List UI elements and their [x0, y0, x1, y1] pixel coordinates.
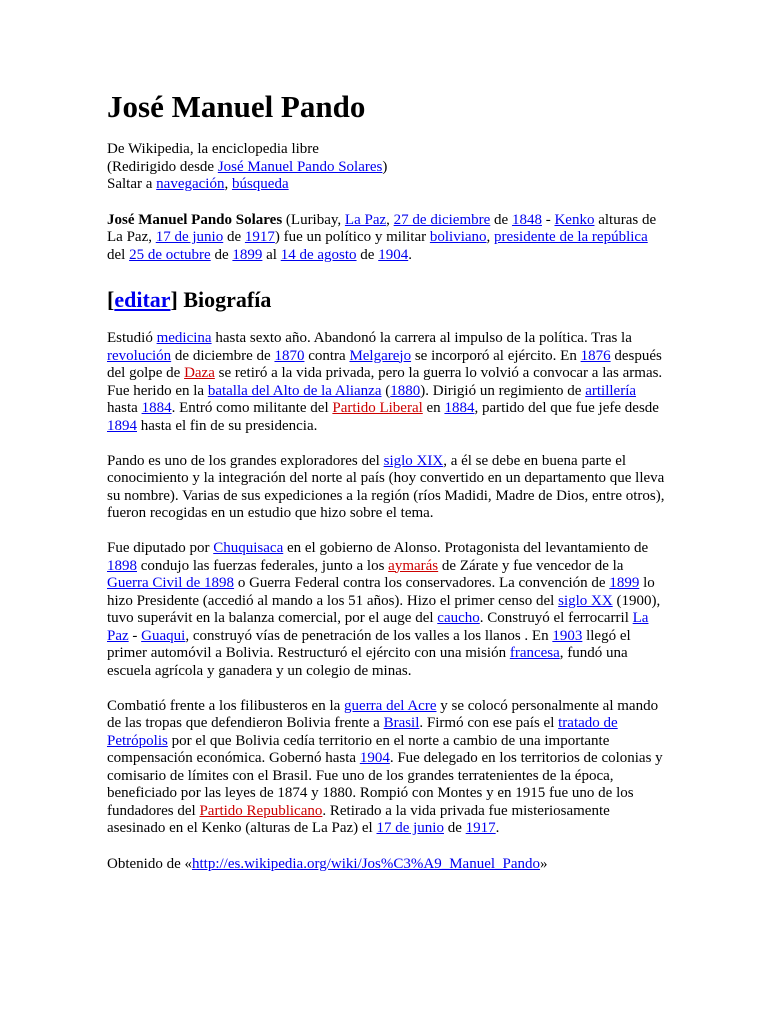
text: hasta el fin de su presidencia.: [137, 417, 318, 434]
link-melgarejo[interactable]: Melgarejo: [349, 347, 412, 364]
text: después del golpe de: [107, 347, 662, 381]
source-footer: [107, 856, 667, 874]
link-14-ago[interactable]: 14 de agosto: [280, 246, 357, 263]
text: , a él se debe en buena parte el conocimiento y la integración del norte al país (hoy convertido en un departamento que lleva su nombre). Varias de sus expediciones a la región (ríos Madidi, Madre de Dios, entre otros), fueron recogidas en un estudio que hizo sobre el tema.: [107, 452, 665, 521]
text: al: [262, 246, 281, 263]
jump-prefix: Saltar a: [107, 176, 157, 192]
link-batalla-alto-alianza[interactable]: batalla del Alto de la Alianza: [207, 382, 382, 399]
link-1904[interactable]: 1904: [378, 246, 409, 263]
text: (: [381, 382, 391, 399]
text: -: [128, 627, 142, 644]
link-1884[interactable]: 1884: [141, 400, 172, 416]
link-1894[interactable]: 1894: [107, 417, 137, 434]
text: o Guerra Federal contra los conservadores. La convención de: [234, 575, 610, 591]
text: Fue diputado por: [107, 540, 214, 556]
text: ) fue un político y militar: [274, 229, 430, 245]
link-brasil[interactable]: Brasil: [383, 715, 420, 731]
text: ). Dirigió un regimiento de: [420, 382, 586, 399]
paragraph-2: [107, 453, 667, 523]
paragraph-1: [107, 330, 667, 435]
link-1904[interactable]: 1904: [359, 750, 390, 766]
text: por el que Bolivia cedía territorio en el norte a cambio de una importante compensación económica. Gobernó hasta: [107, 732, 610, 766]
lead-bold-name: José Manuel Pando Solares: [107, 211, 283, 228]
site-subtitle: De Wikipedia, la enciclopedia libre: [107, 141, 319, 157]
bracket-open: [: [107, 287, 115, 312]
link-1848[interactable]: 1848: [511, 211, 542, 228]
source-suffix: »: [540, 855, 548, 872]
link-la-paz[interactable]: La Paz: [344, 211, 387, 228]
text: se incorporó al ejército. En: [411, 347, 581, 364]
link-1903[interactable]: 1903: [552, 627, 583, 644]
paragraph-4: [107, 698, 667, 838]
link-chuquisaca[interactable]: Chuquisaca: [213, 540, 284, 556]
text: .: [408, 246, 412, 263]
section-title: Biografía: [183, 287, 272, 312]
text: de: [223, 229, 245, 245]
text: . Retirado a la vida privada fue misteriosamente asesinado en el Kenko (alturas de La Paz) el: [107, 802, 610, 836]
link-siglo-xix[interactable]: siglo XIX: [383, 452, 444, 469]
page-title: José Manuel Pando: [107, 89, 366, 124]
link-1876[interactable]: 1876: [580, 347, 611, 364]
text: , fundó una escuela agrícola y ganadera y un colegio de minas.: [107, 645, 628, 679]
text: , partido del que fue jefe desde: [474, 400, 659, 416]
text: se retiró a la vida privada, pero la guerra lo volvió a convocar a las armas. Fue herido en la: [107, 365, 663, 399]
navigation-link[interactable]: navegación: [156, 176, 225, 192]
text: lo hizo Presidente (accedió al mando a los 51 años). Hizo el primer censo del: [107, 575, 655, 609]
text: hasta: [107, 400, 142, 416]
source-prefix: Obtenido de «: [107, 855, 192, 872]
text: (Luribay,: [282, 211, 345, 228]
text: en: [422, 400, 445, 416]
link-17-jun[interactable]: 17 de junio: [376, 820, 444, 836]
text: (1900), tuvo superávit en la balanza comercial, por el auge del: [107, 592, 661, 626]
text: de: [356, 246, 379, 263]
text: , construyó vías de penetración de los valles a los llanos . En: [185, 627, 553, 644]
link-guerra-del-acre[interactable]: guerra del Acre: [344, 697, 437, 714]
text: contra: [304, 347, 350, 364]
text: Combatió frente a los filibusteros en la: [107, 697, 345, 714]
link-francesa[interactable]: francesa: [509, 645, 560, 661]
link-boliviano[interactable]: boliviano: [429, 229, 487, 245]
text: . Fue delegado en los territorios de colonias y comisario de límites con el Brasil. Fue uno de los grandes terratenientes de la época, beneficiado por las leyes de 1874 y 1880. Rompió con Montes y en 1915 fue uno de los fundadores del: [107, 750, 663, 819]
text: de: [210, 246, 233, 263]
text: alturas de La Paz,: [107, 211, 657, 245]
text: .: [495, 820, 500, 836]
link-1917[interactable]: 1917: [244, 229, 275, 245]
lead-paragraph: [107, 212, 667, 265]
link-guaqui[interactable]: Guaqui: [141, 627, 186, 644]
link-siglo-xx[interactable]: siglo XX: [558, 592, 613, 609]
search-link[interactable]: búsqueda: [231, 176, 289, 192]
link-caucho[interactable]: caucho: [437, 610, 480, 626]
text: ,: [386, 211, 394, 228]
link-1870[interactable]: 1870: [274, 347, 305, 364]
link-aymaras[interactable]: aymarás: [388, 557, 439, 574]
link-25-oct[interactable]: 25 de octubre: [129, 246, 211, 263]
text: de Zárate y fue vencedor de la: [438, 557, 624, 574]
bracket-close: ]: [170, 287, 184, 312]
redirect-prefix: (Redirigido desde: [107, 158, 218, 175]
text: de: [490, 211, 512, 228]
link-17-jun[interactable]: 17 de junio: [155, 229, 224, 245]
text: hasta sexto año. Abandonó la carrera al impulso de la política. Tras la: [211, 330, 632, 346]
link-1898[interactable]: 1898: [107, 557, 137, 574]
redirect-notice: [107, 159, 667, 177]
text: en el gobierno de Alonso. Protagonista del levantamiento de: [283, 540, 649, 556]
text: Estudió: [107, 330, 157, 346]
text: -: [541, 211, 555, 228]
edit-section-link[interactable]: editar: [114, 287, 171, 312]
link-1917[interactable]: 1917: [465, 820, 496, 836]
link-revolucion[interactable]: revolución: [107, 347, 172, 364]
redirect-link[interactable]: José Manuel Pando Solares: [217, 158, 383, 175]
link-1899[interactable]: 1899: [609, 575, 640, 591]
link-tratado-petropolis[interactable]: tratado de Petrópolis: [107, 715, 618, 749]
link-daza[interactable]: Daza: [184, 365, 215, 381]
text: . Construyó el ferrocarril: [479, 610, 633, 626]
link-la-paz[interactable]: La Paz: [107, 610, 649, 644]
text: condujo las fuerzas federales, junto a los: [137, 557, 389, 574]
text: . Entró como militante del: [171, 400, 333, 416]
link-medicina[interactable]: medicina: [156, 330, 212, 346]
section-heading-biografia: [107, 286, 667, 314]
link-1880[interactable]: 1880: [390, 382, 421, 399]
link-1884[interactable]: 1884: [444, 400, 475, 416]
text: . Firmó con ese país el: [419, 715, 559, 731]
paragraph-3: [107, 540, 667, 680]
jump-links: [107, 176, 667, 194]
jump-separator: ,: [224, 176, 232, 192]
link-presidente[interactable]: presidente de la república: [494, 229, 648, 245]
link-kenko[interactable]: Kenko: [554, 211, 595, 228]
link-27-dic[interactable]: 27 de diciembre: [393, 211, 491, 228]
source-url-link[interactable]: http://es.wikipedia.org/wiki/Jos%C3%A9_Manuel_Pando: [191, 855, 541, 872]
text: de diciembre de: [171, 347, 275, 364]
text: y se colocó personalmente al mando de las tropas que defendieron Bolivia frente a: [107, 697, 659, 731]
redirect-suffix: ): [382, 158, 388, 175]
link-partido-liberal[interactable]: Partido Liberal: [332, 400, 423, 416]
link-artilleria[interactable]: artillería: [585, 382, 637, 399]
text: del: [107, 246, 130, 263]
text: de: [443, 820, 466, 836]
article-content: [107, 88, 667, 873]
link-partido-republicano[interactable]: Partido Republicano: [199, 802, 323, 819]
text: llegó el primer automóvil a Bolivia. Restructuró el ejército con una misión: [107, 627, 631, 661]
link-guerra-civil-1898[interactable]: Guerra Civil de 1898: [107, 575, 235, 591]
link-1899[interactable]: 1899: [232, 246, 263, 263]
text: Pando es uno de los grandes exploradores del: [107, 452, 384, 469]
text: ,: [486, 229, 495, 245]
